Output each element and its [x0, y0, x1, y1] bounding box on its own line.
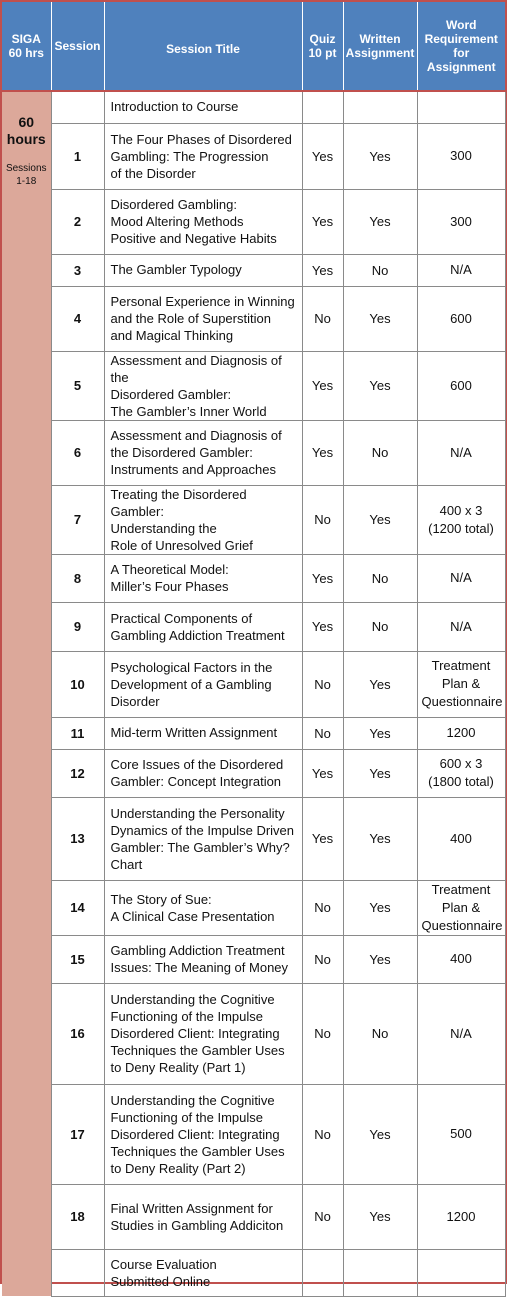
header-session-title: Session Title — [104, 2, 302, 91]
session-table — [2, 2, 506, 1297]
quiz-cell: Yes — [302, 351, 343, 420]
table-row — [2, 1084, 505, 1184]
quiz-cell: No — [302, 1084, 343, 1184]
written-cell — [343, 1249, 417, 1296]
table-row — [2, 1249, 505, 1296]
session-number: 18 — [51, 1184, 104, 1249]
table-row — [2, 123, 505, 189]
session-number: 9 — [51, 602, 104, 651]
session-title: Mid-term Written Assignment — [104, 717, 302, 749]
header-program: SIGA 60 hrs — [2, 2, 51, 91]
quiz-cell: Yes — [302, 254, 343, 286]
header-written-assignment: Written Assignment — [343, 2, 417, 91]
table-row — [2, 420, 505, 485]
quiz-cell: No — [302, 286, 343, 351]
word-requirement-cell: Treatment Plan & Questionnaire — [417, 651, 505, 717]
session-title: Course Evaluation Submitted Online — [104, 1249, 302, 1296]
session-title: Psychological Factors in the Development of a Gambling Disorder — [104, 651, 302, 717]
session-title: Assessment and Diagnosis of the Disordered Gambler: The Gambler’s Inner World — [104, 351, 302, 420]
header-session: Session — [51, 2, 104, 91]
session-number: 14 — [51, 880, 104, 935]
table-row — [2, 602, 505, 651]
table-row — [2, 983, 505, 1084]
quiz-cell: Yes — [302, 602, 343, 651]
session-title: Practical Components of Gambling Addiction Treatment — [104, 602, 302, 651]
written-cell: Yes — [343, 123, 417, 189]
session-title: Understanding the Personality Dynamics of the Impulse Driven Gambler: The Gambler’s Why? Chart — [104, 797, 302, 880]
written-cell: No — [343, 254, 417, 286]
written-cell — [343, 91, 417, 123]
session-title: Final Written Assignment for Studies in Gambling Addiciton — [104, 1184, 302, 1249]
session-title: Core Issues of the Disordered Gambler: Concept Integration — [104, 749, 302, 797]
session-title: Gambling Addiction Treatment Issues: The Meaning of Money — [104, 935, 302, 983]
session-number: 12 — [51, 749, 104, 797]
written-cell: Yes — [343, 1084, 417, 1184]
table-row — [2, 189, 505, 254]
table-row — [2, 485, 505, 554]
session-title: Assessment and Diagnosis of the Disordered Gambler: Instruments and Approaches — [104, 420, 302, 485]
session-number: 7 — [51, 485, 104, 554]
quiz-cell: Yes — [302, 189, 343, 254]
session-number: 1 — [51, 123, 104, 189]
table-row — [2, 935, 505, 983]
word-requirement-cell: 600 x 3 (1800 total) — [417, 749, 505, 797]
session-number: 4 — [51, 286, 104, 351]
header-word-requirement: Word Requirement for Assignment — [417, 2, 505, 91]
word-requirement-cell: N/A — [417, 254, 505, 286]
written-cell: No — [343, 554, 417, 602]
quiz-cell: Yes — [302, 797, 343, 880]
session-number: 2 — [51, 189, 104, 254]
word-requirement-cell: N/A — [417, 554, 505, 602]
session-title: The Four Phases of Disordered Gambling: The Progression of the Disorder — [104, 123, 302, 189]
written-cell: Yes — [343, 797, 417, 880]
written-cell: Yes — [343, 717, 417, 749]
quiz-cell: No — [302, 935, 343, 983]
session-number: 11 — [51, 717, 104, 749]
word-requirement-cell: 300 — [417, 189, 505, 254]
table-row — [2, 717, 505, 749]
session-number: 8 — [51, 554, 104, 602]
written-cell: Yes — [343, 351, 417, 420]
word-requirement-cell: N/A — [417, 420, 505, 485]
written-cell: Yes — [343, 749, 417, 797]
session-number: 15 — [51, 935, 104, 983]
session-title: The Gambler Typology — [104, 254, 302, 286]
session-title: Personal Experience in Winning and the Role of Superstition and Magical Thinking — [104, 286, 302, 351]
table-row — [2, 651, 505, 717]
session-number: 6 — [51, 420, 104, 485]
session-number — [51, 91, 104, 123]
session-number — [51, 1249, 104, 1296]
sessions-range-label: Sessions 1-18 — [5, 163, 47, 187]
session-title: A Theoretical Model: Miller’s Four Phases — [104, 554, 302, 602]
written-cell: Yes — [343, 880, 417, 935]
written-cell: Yes — [343, 485, 417, 554]
hours-label: 60 hours — [6, 114, 46, 147]
word-requirement-cell: 400 x 3 (1200 total) — [417, 485, 505, 554]
quiz-cell: No — [302, 880, 343, 935]
header-quiz: Quiz 10 pt — [302, 2, 343, 91]
word-requirement-cell: 1200 — [417, 1184, 505, 1249]
word-requirement-cell — [417, 1249, 505, 1296]
session-number: 3 — [51, 254, 104, 286]
quiz-cell: No — [302, 1184, 343, 1249]
quiz-cell: Yes — [302, 554, 343, 602]
written-cell: No — [343, 602, 417, 651]
table-row — [2, 286, 505, 351]
word-requirement-cell: 1200 — [417, 717, 505, 749]
written-cell: Yes — [343, 286, 417, 351]
session-number: 10 — [51, 651, 104, 717]
word-requirement-cell: 500 — [417, 1084, 505, 1184]
session-number: 16 — [51, 983, 104, 1084]
session-number: 5 — [51, 351, 104, 420]
session-title: Understanding the Cognitive Functioning of the Impulse Disordered Client: Integrating Techniques the Gambler Uses to Deny Reality (Part 2) — [104, 1084, 302, 1184]
written-cell: Yes — [343, 189, 417, 254]
word-requirement-cell: Treatment Plan & Questionnaire — [417, 880, 505, 935]
word-requirement-cell: 300 — [417, 123, 505, 189]
quiz-cell: Yes — [302, 749, 343, 797]
session-title: Disordered Gambling: Mood Altering Methods Positive and Negative Habits — [104, 189, 302, 254]
quiz-cell — [302, 91, 343, 123]
table-row — [2, 91, 505, 123]
table-row — [2, 554, 505, 602]
session-number: 13 — [51, 797, 104, 880]
quiz-cell: No — [302, 651, 343, 717]
hours-sidebar — [2, 91, 51, 1296]
word-requirement-cell: 600 — [417, 286, 505, 351]
session-title: The Story of Sue: A Clinical Case Presentation — [104, 880, 302, 935]
header-row — [2, 2, 505, 91]
written-cell: Yes — [343, 1184, 417, 1249]
quiz-cell: No — [302, 485, 343, 554]
quiz-cell: Yes — [302, 420, 343, 485]
written-cell: Yes — [343, 935, 417, 983]
table-row — [2, 797, 505, 880]
written-cell: Yes — [343, 651, 417, 717]
quiz-cell: Yes — [302, 123, 343, 189]
word-requirement-cell: N/A — [417, 602, 505, 651]
written-cell: No — [343, 983, 417, 1084]
quiz-cell: No — [302, 983, 343, 1084]
table-row — [2, 880, 505, 935]
table-row — [2, 254, 505, 286]
word-requirement-cell: 400 — [417, 935, 505, 983]
table-row — [2, 749, 505, 797]
session-title: Understanding the Cognitive Functioning of the Impulse Disordered Client: Integrating Techniques the Gambler Uses to Deny Reality (Part 1) — [104, 983, 302, 1084]
session-number: 17 — [51, 1084, 104, 1184]
word-requirement-cell — [417, 91, 505, 123]
word-requirement-cell: 600 — [417, 351, 505, 420]
session-title: Treating the Disordered Gambler: Understanding the Role of Unresolved Grief — [104, 485, 302, 554]
table-row — [2, 1184, 505, 1249]
quiz-cell — [302, 1249, 343, 1296]
quiz-cell: No — [302, 717, 343, 749]
written-cell: No — [343, 420, 417, 485]
word-requirement-cell: N/A — [417, 983, 505, 1084]
session-title: Introduction to Course — [104, 91, 302, 123]
table-row — [2, 351, 505, 420]
word-requirement-cell: 400 — [417, 797, 505, 880]
